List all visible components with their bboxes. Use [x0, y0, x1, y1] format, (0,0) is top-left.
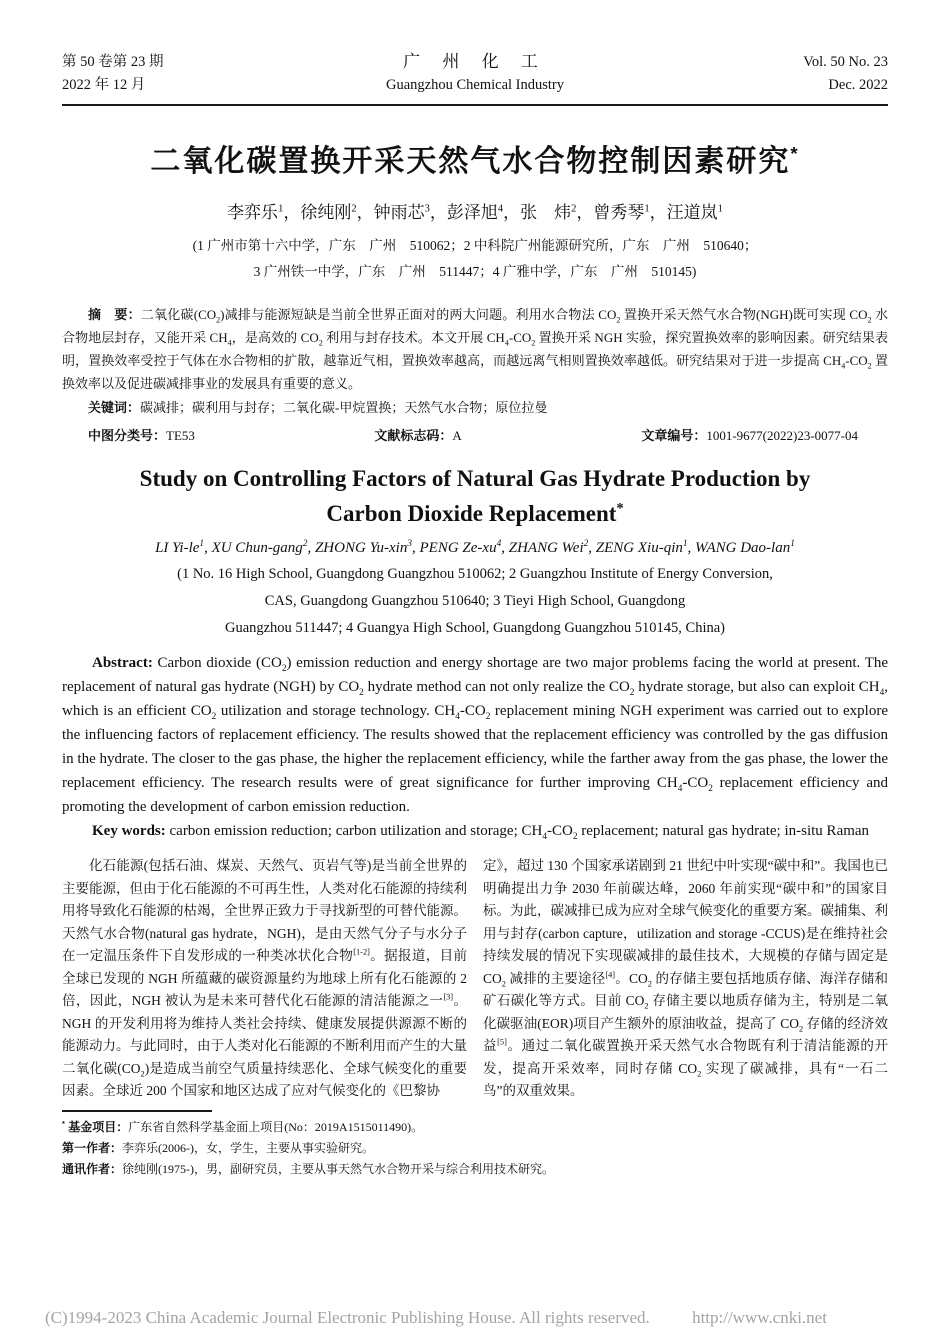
issue-date-cn: 2022 年 12 月 — [62, 77, 146, 93]
affiliation-en-line: (1 No. 16 High School, Guangdong Guangzhou 510062; 2 Guangzhou Institute of Energy Conversion, — [177, 566, 773, 582]
journal-name-block — [262, 50, 688, 97]
document-code-value: A — [452, 428, 462, 443]
article-id-value: 1001-9677(2022)23-0077-04 — [706, 428, 858, 443]
clc-label: 中图分类号： — [88, 428, 167, 443]
abstract-label-cn: 摘 要： — [88, 307, 141, 322]
footnote-first-author-label: 第一作者： — [62, 1140, 123, 1155]
affiliation-en-line: CAS, Guangdong Guangzhou 510640; 3 Tieyi High School, Guangdong — [264, 593, 686, 609]
clc-value: TE53 — [166, 428, 195, 443]
body-column-left — [62, 855, 467, 1103]
abstract-label-en: Abstract: — [92, 655, 153, 671]
article-id — [641, 424, 858, 447]
classification-line — [62, 424, 888, 447]
cnki-copyright-footer — [45, 1308, 827, 1328]
footnotes — [62, 1110, 888, 1180]
clc-number — [88, 424, 195, 447]
keywords-text-en: carbon emission reduction; carbon utilization and storage; $CH_4-CO_2$ replacement; natural gas hydrate; in-situ Raman — [169, 823, 870, 842]
abstract-cn — [62, 303, 888, 395]
article-id-label: 文章编号： — [641, 428, 707, 443]
journal-header — [62, 50, 888, 106]
title-en-line2: Carbon Dioxide Replacement* — [326, 500, 624, 526]
footnote-corresponding-label: 通讯作者： — [62, 1161, 123, 1176]
body-paragraph: 定》，超过 130 个国家承诺剧到 21 世纪中叶实现“碳中和”。我国也已明确提出力争 2030 年前碳达峰，2060 年前实现“碳中和”的国家目标。为此，碳减排已成为应对全球气候变化的重要方案。碳捕集、利用与封存(carbon capture，utilization and storage -CCUS)是在维持社会持续发展的情况下实现碳减排的最佳技术，大规模的存储与固定是 $CO_2$ 减排的主要途径[4]。$CO_2$ 的存储主要包括地质存储、海洋存储和矿石碳化等方式。目前 $CO_2$ 存储主要以地质存储为主，特别是二氧化碳驱油(EOR)项目产生额外的原油收益，提高了 $CO_2$ 存储的经济效益[5]。通过二氧化碳置换开采天然气水合物既有利于清洁能源的开发，提高开采效率，同时存储 $CO_2$ 实现了碳减排，具有“一石二鸟”的双重效果。 — [483, 858, 889, 1098]
header-issue-info-en — [688, 51, 888, 97]
cnki-url: http://www.cnki.net — [692, 1308, 827, 1327]
copyright-text: (C)1994-2023 China Academic Journal Electronic Publishing House. All rights reserved. — [45, 1308, 650, 1327]
authors-en: LI $Yi-le^1$, XU Chun-gang$^2$, ZHONG Yu-xin$^3$, PENG $Ze-xu^4$, ZHANG Wei$^2$, ZENG Xiu-qin$^1$, WANG Dao-lan$^1$ — [155, 539, 795, 556]
footnote-first-author-text: 李弈乐(2006-)，女，学生，主要从事实验研究。 — [122, 1140, 375, 1155]
footnote-fund — [62, 1117, 888, 1138]
footnote-corresponding-text: 徐纯刚(1975-)，男，副研究员，主要从事天然气水合物开采与综合利用技术研究。 — [122, 1161, 555, 1176]
article-title-cn: 二氧化碳置换开采天然气水合物控制因素研究* — [150, 143, 800, 178]
body-column-right — [483, 855, 888, 1103]
keywords-cn — [62, 396, 888, 419]
article-title-en — [62, 461, 888, 531]
affiliation-line: (1 广州市第十六中学，广东 广州 510062；2 中科院广州能源研究所，广东 广州 510640； — [192, 238, 758, 253]
body-columns — [62, 855, 888, 1103]
journal-name-cn: 广 州 化 工 — [403, 52, 547, 71]
journal-name-en: Guangzhou Chemical Industry — [386, 77, 564, 93]
document-code — [374, 424, 461, 447]
affiliation-line: 3 广州铁一中学，广东 广州 511447；4 广雅中学，广东 广州 510145) — [253, 264, 697, 279]
header-issue-info-cn — [62, 51, 262, 97]
issue-number-cn: 第 50 卷第 23 期 — [62, 54, 164, 70]
issue-number-en: Vol. 50 No. 23 — [803, 54, 888, 70]
keywords-text-cn: 碳减排；碳利用与封存；二氧化碳-甲烷置换；天然气水合物；原位拉曼 — [140, 400, 548, 415]
abstract-text-cn: 二氧化碳$(CO_2)$减排与能源短缺是当前全世界正面对的两大问题。利用水合物法 $CO_2$ 置换开采天然气水合物(NGH)既可实现 $CO_2$ 水合物地层封存，又能开采 $CH_4$，是高效的 $CO_2$ 利用与封存技术。本文开展 $CH_4-CO_2$ 置换开采 NGH 实验，探究置换效率的影响因素。研究结果表明，置换效率受控于气体在水合物相的扩散，越靠近气相，置换效率越高，而越远离气相则置换效率越低。研究结果对于进一步提高 $CH_4-CO_2$ 置换效率以及促进碳减排事业的发展具有重要的意义。 — [62, 307, 889, 391]
affiliations-cn — [62, 233, 888, 285]
affiliations-en — [62, 561, 888, 642]
keywords-label-en: Key words: — [92, 823, 166, 839]
keywords-en — [62, 819, 888, 843]
footnote-corresponding — [62, 1159, 888, 1180]
issue-date-en: Dec. 2022 — [828, 77, 888, 93]
title-en-line1: Study on Controlling Factors of Natural Gas Hydrate Production by — [139, 466, 811, 491]
footnote-fund-text: 广东省自然科学基金面上项目(No：2019A1515011490)。 — [128, 1119, 424, 1134]
keywords-label-cn: 关键词： — [88, 400, 141, 415]
authors-cn: 李弈乐$^1$，徐纯刚$^2$，钟雨芯$^3$，彭泽旭$^4$，张 炜$^2$，曾秀琴$^1$，汪道岚$^1$ — [227, 203, 723, 222]
footnote-divider — [62, 1110, 212, 1112]
affiliation-en-line: Guangzhou 511447; 4 Guangya High School, Guangdong Guangzhou 510145, China) — [224, 620, 726, 636]
abstract-en — [62, 651, 888, 819]
footnote-first-author — [62, 1138, 888, 1159]
body-paragraph: 化石能源(包括石油、煤炭、天然气、页岩气等)是当前全世界的主要能源，但由于化石能源的不可再生性，人类对化石能源的持续利用将导致化石能源的枯竭，全世界正致力于寻找新型的可替代能源。天然气水合物(natural gas hydrate，NGH)，是由天然气分子与水分子在一定温压条件下自发形成的一种类冰状化合物[1-2]。据报道，目前全球已发现的 NGH 所蕴藏的碳资源量约为地球上所有化石能源的 2 倍，因此，NGH 被认为是未来可替代化石能源的清洁能源之一[3]。NGH 的开发利用将为维持人类社会持续、健康发展提供源源不断的能源动力。与此同时，由于人类对化石能源的不断利用而产生的大量二氧化碳$(CO_2)$是造成当前空气质量持续恶化、全球气候变化的重要因素。全球近 200 个国家和地区达成了应对气候变化的《巴黎协 — [62, 858, 468, 1098]
footnote-fund-label: * 基金项目： — [62, 1118, 129, 1134]
abstract-text-en: Carbon dioxide $(CO_2)$ emission reduction and energy shortage are two major problems facing the world at present. The replacement of natural gas hydrate (NGH) by $CO_2$ hydrate method can not only realize the $CO_2$ hydrate storage, but also can exploit $CH_4$, which is an efficient $CO_2$ utilization and storage technology. $CH_4-CO_2$ replacement mining NGH experiment was carried out to explore the influencing factors of replacement efficiency. The results showed that the replacement efficiency was controlled by the gas diffusion in the hydrate. The closer to the gas phase, the higher the replacement efficiency, while the farther away from the gas phase, the lower the replacement efficiency. The research results were of great significance for further improving $CH_4-CO_2$ replacement efficiency and promoting the development of carbon emission reduction. — [62, 655, 889, 815]
document-code-label: 文献标志码： — [374, 428, 453, 443]
